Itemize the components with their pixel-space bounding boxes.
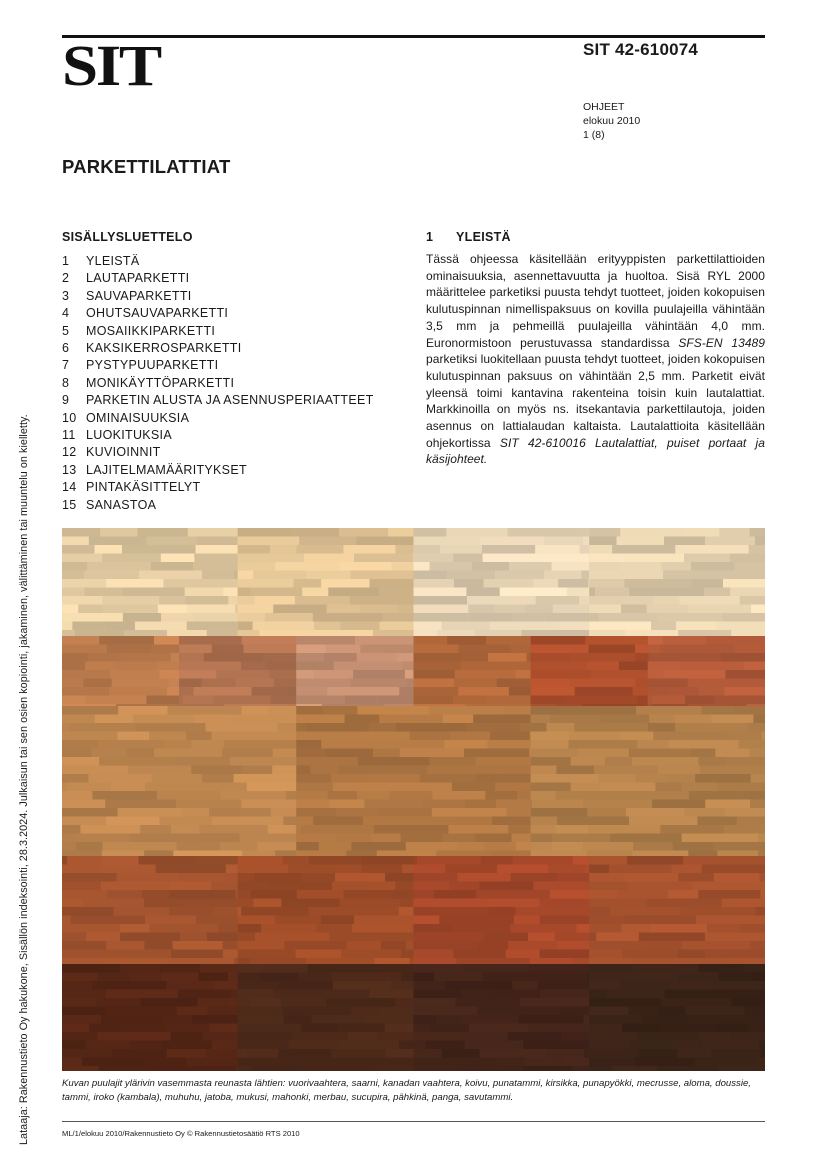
wood-sample-tile bbox=[296, 636, 414, 707]
body-text-2: parketiksi luokitellaan puusta tehdyt tuotteet, joiden kokopuisen kulutuspinnan paksuus on vähintään 2,5 mm. Parketit eivät yleensä toimi kantavina rakenteina toisin kuin lautalattiat. Markkinoilla on myös ns. itsekantavia parkettilautoja, joiden asennus on lattialaudan kaltaista. Lautalattioita käsitellään ohjekortissa bbox=[426, 352, 765, 450]
toc-item bbox=[62, 340, 374, 357]
table-of-contents bbox=[62, 253, 374, 514]
toc-item-number: 15 bbox=[62, 497, 77, 512]
toc-item bbox=[62, 427, 374, 444]
wood-sample-tile bbox=[238, 964, 414, 1071]
section-body bbox=[426, 251, 765, 468]
document-number: SIT 42-610074 bbox=[583, 40, 699, 59]
toc-item bbox=[62, 375, 374, 392]
wood-sample-tile bbox=[62, 706, 297, 857]
toc-item-label: LAJITELMAMÄÄRITYKSET bbox=[86, 462, 247, 477]
toc-item-label: MONIKÄYTTÖPARKETTI bbox=[86, 375, 235, 390]
toc-item-label: YLEISTÄ bbox=[86, 254, 140, 268]
toc-item bbox=[62, 410, 374, 427]
toc-item-number: 13 bbox=[62, 462, 77, 477]
toc-item bbox=[62, 497, 374, 514]
wood-sample-tile bbox=[238, 528, 414, 637]
toc-item-number: 7 bbox=[62, 358, 70, 373]
page-count: 1 (8) bbox=[583, 129, 605, 141]
footer-rule bbox=[62, 1121, 765, 1122]
toc-item-label: MOSAIIKKIPARKETTI bbox=[86, 323, 216, 338]
section-number: 1 bbox=[426, 230, 434, 244]
toc-item-number: 2 bbox=[62, 271, 70, 286]
wood-sample-tile bbox=[589, 856, 765, 965]
section-title: YLEISTÄ bbox=[456, 230, 511, 244]
toc-item-label: OMINAISUUKSIA bbox=[86, 410, 190, 425]
toc-item-label: OHUTSAUVAPARKETTI bbox=[86, 306, 229, 321]
wood-sample-tile bbox=[62, 964, 238, 1071]
toc-item bbox=[62, 305, 374, 322]
wood-sample-tile bbox=[414, 528, 590, 637]
toc-item bbox=[62, 288, 374, 305]
wood-sample-tile bbox=[648, 636, 765, 707]
toc-item bbox=[62, 462, 374, 479]
wood-sample-tile bbox=[414, 856, 590, 965]
toc-item-number: 1 bbox=[62, 254, 70, 268]
toc-item bbox=[62, 392, 374, 409]
toc-item-label: SAUVAPARKETTI bbox=[86, 288, 192, 303]
document-meta bbox=[583, 100, 640, 142]
toc-item bbox=[62, 479, 374, 496]
section-heading bbox=[426, 230, 511, 244]
toc-item-number: 4 bbox=[62, 306, 70, 321]
wood-sample-tile bbox=[589, 964, 765, 1071]
toc-item-label: SANASTOA bbox=[86, 497, 157, 512]
page-title: PARKETTILATTIAT bbox=[62, 156, 231, 177]
toc-item-number: 9 bbox=[62, 393, 70, 408]
wood-sample-tile bbox=[589, 528, 765, 637]
wood-sample-tile bbox=[62, 856, 238, 965]
wood-sample-tile bbox=[414, 964, 590, 1071]
toc-item-label: KAKSIKERROSPARKETTI bbox=[86, 341, 242, 356]
footer-text: ML/1/elokuu 2010/Rakennustieto Oy © Rakennustietosäätiö RTS 2010 bbox=[62, 1129, 300, 1138]
toc-heading: SISÄLLYSLUETTELO bbox=[62, 230, 193, 244]
toc-item-label: LAUTAPARKETTI bbox=[86, 271, 190, 286]
wood-sample-tile bbox=[414, 636, 532, 707]
wood-sample-tile bbox=[296, 706, 531, 857]
header-rule bbox=[62, 35, 765, 38]
sit-logo: SIT bbox=[62, 33, 161, 98]
wood-sample-tile bbox=[531, 706, 765, 857]
toc-item-number: 8 bbox=[62, 375, 70, 390]
card-reference: SIT 42-610016 Lautalattiat, puiset portaat ja käsijohteet. bbox=[426, 435, 765, 467]
toc-item-label: PARKETIN ALUSTA JA ASENNUSPERIAATTEET bbox=[86, 393, 374, 408]
toc-item bbox=[62, 444, 374, 461]
photo-caption: Kuvan puulajit ylärivin vasemmasta reunasta lähtien: vuorivaahtera, saarni, kanadan vaahtera, koivu, punatammi, kirsikka, punapyökki, mecrusse, aloma, doussie, tammi, iroko (kambala), muhuhu, jatoba, mukusi, mahonki, merbau, sucupira, pähkinä, panga, savutammi. bbox=[62, 1078, 751, 1103]
toc-item-label: KUVIOINNIT bbox=[86, 445, 161, 460]
standard-reference: SFS-EN 13489 bbox=[678, 335, 765, 350]
doc-date: elokuu 2010 bbox=[583, 115, 641, 127]
wood-sample-tile bbox=[531, 636, 649, 707]
toc-item-label: PYSTYPUUPARKETTI bbox=[86, 358, 219, 373]
toc-item-number: 11 bbox=[62, 428, 76, 443]
wood-sample-tile bbox=[62, 528, 238, 637]
wood-species-photo bbox=[62, 528, 765, 1071]
toc-item-number: 5 bbox=[62, 323, 70, 338]
toc-item bbox=[62, 323, 374, 340]
doc-type: OHJEET bbox=[583, 101, 625, 113]
download-notice: Lataaja: Rakennustieto Oy hakukone, Sisällön indeksointi, 28.3.2024. Julkaisun tai sen osien kopiointi, jakaminen, välittäminen tai muuntelu on kielletty. bbox=[18, 414, 30, 1145]
toc-item-number: 14 bbox=[62, 480, 77, 495]
toc-item-number: 6 bbox=[62, 341, 70, 356]
toc-item bbox=[62, 253, 374, 270]
wood-sample-tile bbox=[238, 856, 414, 965]
toc-item-label: LUOKITUKSIA bbox=[86, 428, 172, 443]
toc-item bbox=[62, 270, 374, 287]
toc-item-number: 12 bbox=[62, 445, 77, 460]
toc-item-label: PINTAKÄSITTELYT bbox=[86, 480, 201, 495]
toc-item-number: 3 bbox=[62, 288, 70, 303]
wood-sample-tile bbox=[62, 636, 180, 707]
toc-item bbox=[62, 357, 374, 374]
wood-sample-tile bbox=[179, 636, 297, 707]
toc-item-number: 10 bbox=[62, 410, 77, 425]
body-text-1: Tässä ohjeessa käsitellään erityyppisten parkettilattioiden ominaisuuksia, asennettavuutta ja huoltoa. Sisä RYL 2000 määrittelee parketiksi puusta tehdyt tuotteet, joiden kokopuisen kulutuspinnan nimellispaksuus on kovilla puulajeilla vähintään 3,5 mm ja pehmeillä puulajeilla vähintään 4,0 mm. Euronormistoon perustuvassa standardissa bbox=[426, 252, 765, 350]
